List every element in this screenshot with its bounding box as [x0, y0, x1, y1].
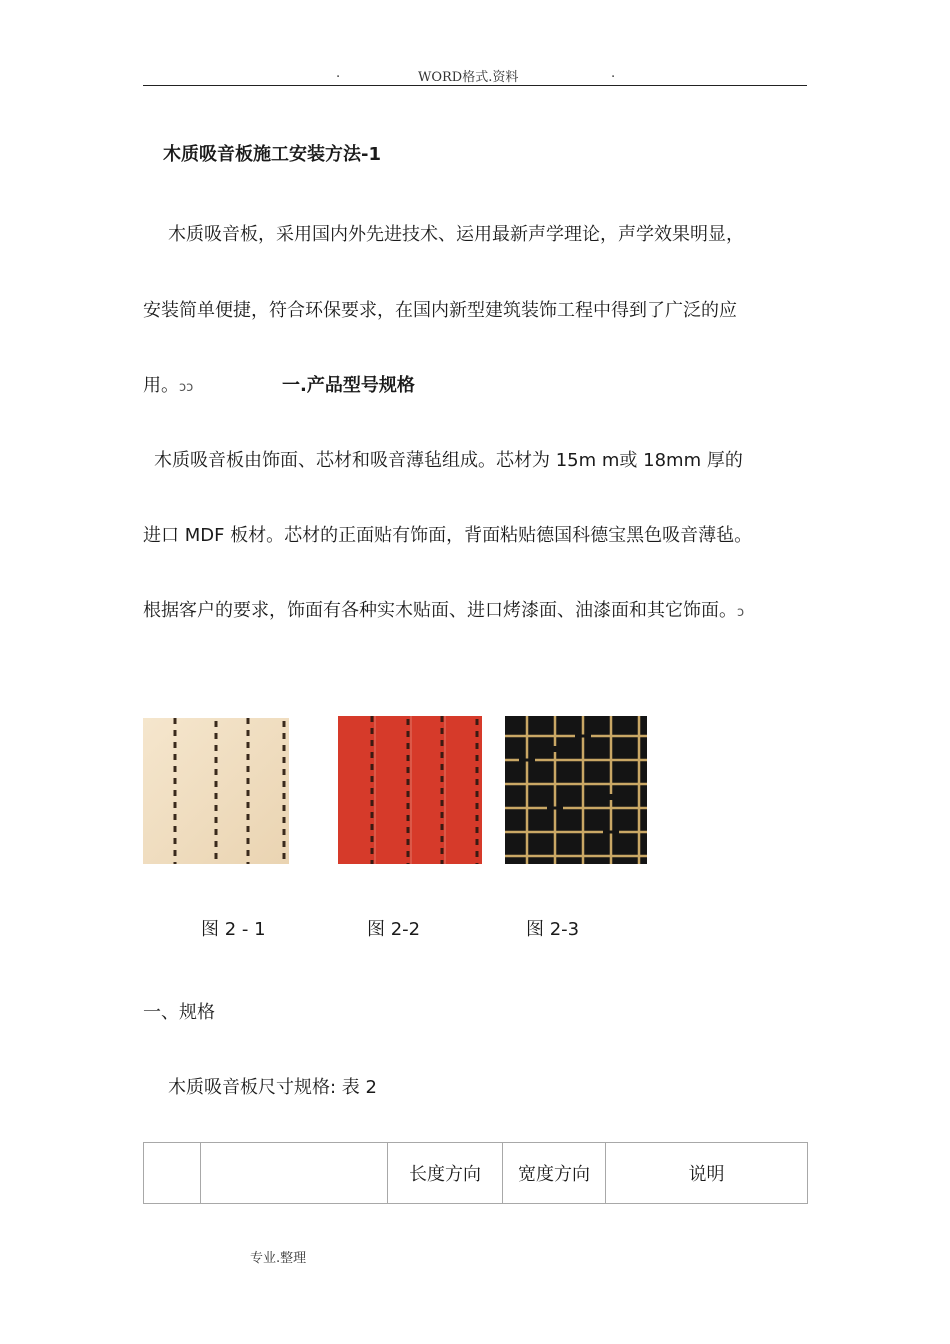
- figure-2-1-wood-panel: [143, 718, 289, 864]
- footer-text: 专业.整理: [250, 1251, 307, 1266]
- header-rule: [143, 85, 807, 86]
- spec-table: [143, 1142, 808, 1204]
- header-dot-right: .: [611, 66, 616, 81]
- figure-caption-2-2: 图 2-2: [367, 919, 421, 940]
- table-header-cell: [201, 1143, 388, 1204]
- spec-heading: 一、规格: [143, 1002, 215, 1023]
- table-header-width: 宽度方向: [503, 1143, 606, 1204]
- section-heading-product-spec: 一.产品型号规格: [282, 375, 415, 396]
- figure-2-2-red-panel: [338, 716, 482, 864]
- intro-line-3-text: 用。: [143, 375, 179, 396]
- paragraph-mark: ↄ: [737, 605, 745, 620]
- header-title: WORD格式.资料: [418, 70, 519, 85]
- header-dot-left: .: [336, 66, 341, 81]
- composition-line-3: [143, 596, 744, 622]
- table-header-notes: 说明: [606, 1143, 808, 1204]
- figure-caption-2-3: 图 2-3: [526, 919, 580, 940]
- intro-line-3: [143, 371, 193, 397]
- intro-line-1: 木质吸音板，采用国内外先进技术、运用最新声学理论，声学效果明显，: [168, 224, 744, 245]
- figure-2-3-black-grid-panel: [505, 716, 647, 864]
- table-header-cell: [144, 1143, 201, 1204]
- table-row: [144, 1143, 808, 1204]
- paragraph-mark: ↄↄ: [179, 380, 194, 395]
- intro-line-2: 安装简单便捷，符合环保要求，在国内新型建筑装饰工程中得到了广泛的应: [143, 300, 737, 321]
- table-caption: 木质吸音板尺寸规格: 表 2: [168, 1077, 377, 1098]
- figure-caption-2-1: 图 2 - 1: [201, 919, 266, 940]
- table-header-length: 长度方向: [388, 1143, 503, 1204]
- composition-line-3-text: 根据客户的要求，饰面有各种实木贴面、进口烤漆面、油漆面和其它饰面。: [143, 600, 737, 621]
- composition-line-2: 进口 MDF 板材。芯材的正面贴有饰面，背面粘贴德国科德宝黑色吸音薄毡。: [143, 525, 753, 546]
- composition-line-1: 木质吸音板由饰面、芯材和吸音薄毡组成。芯材为 15m m或 18mm 厚的: [154, 450, 743, 471]
- document-title: 木质吸音板施工安装方法-1: [163, 144, 381, 165]
